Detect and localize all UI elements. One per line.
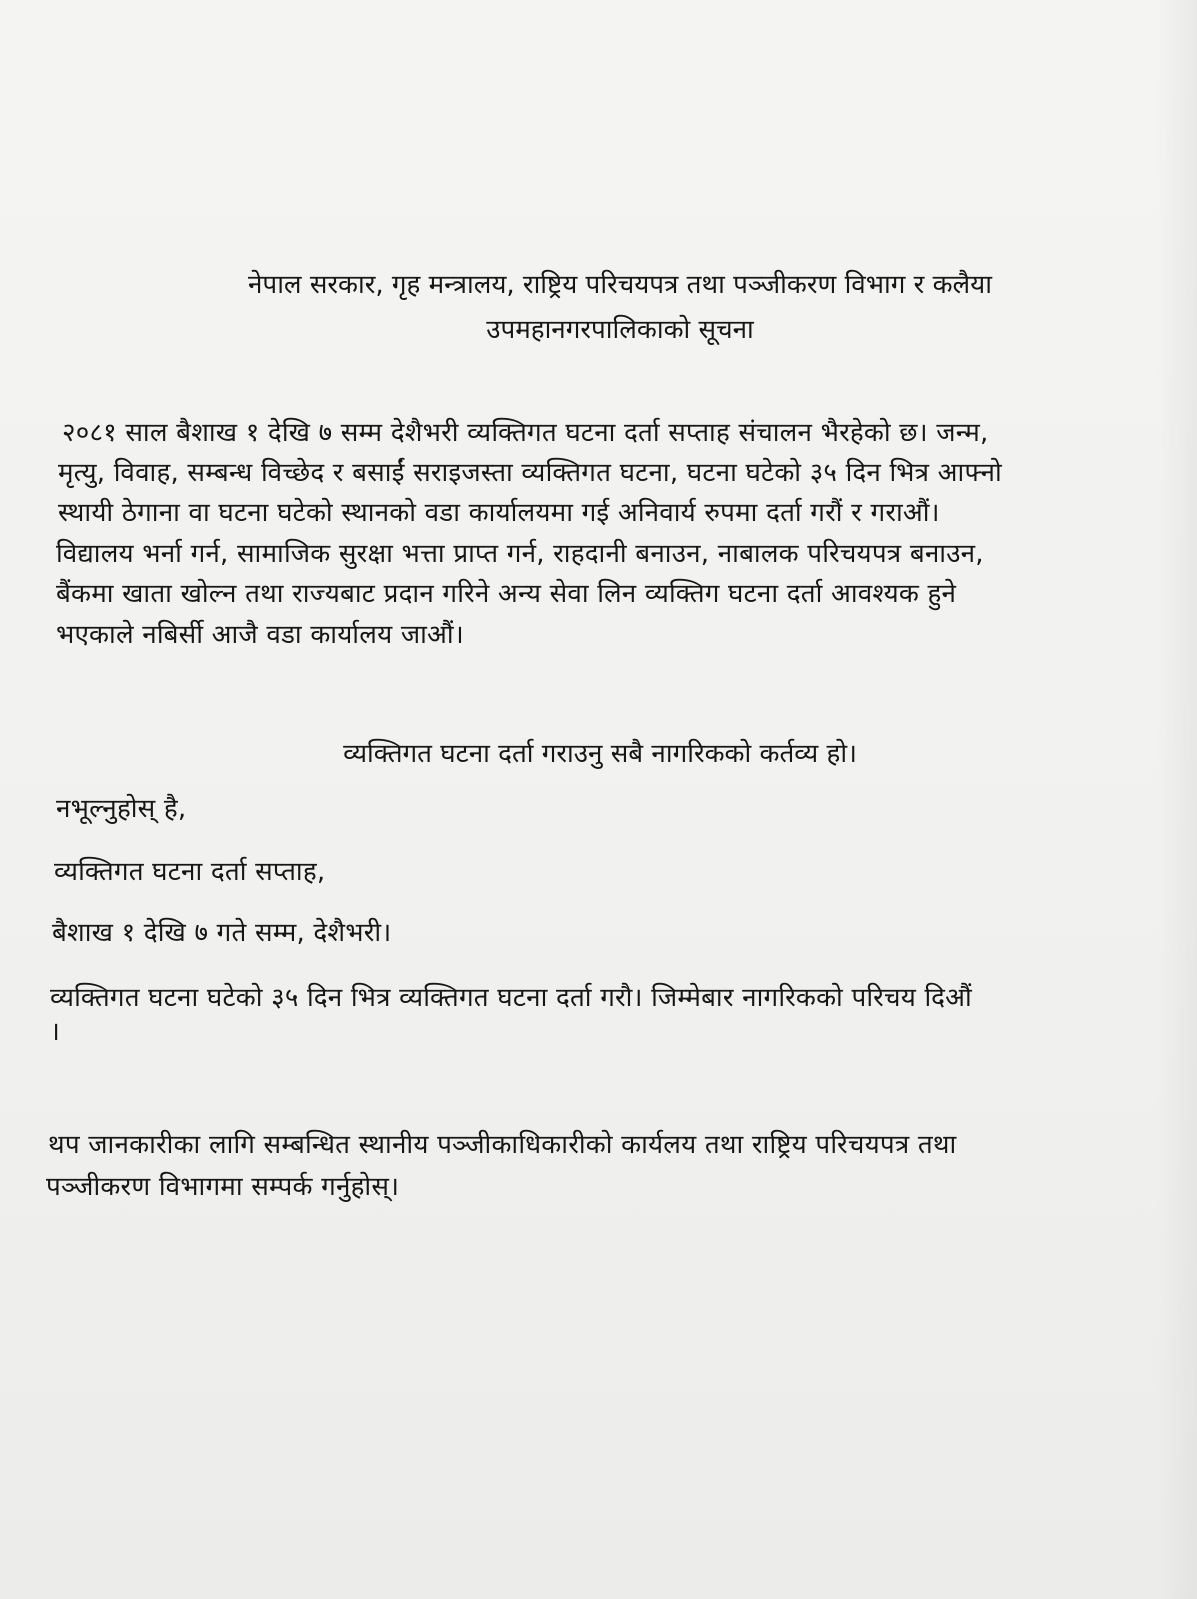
body-line-5: बैंकमा खाता खोल्न तथा राज्यबाट प्रदान गरिने अन्य सेवा लिन व्यक्तिग घटना दर्ता आवश्यक हुने: [56, 579, 957, 609]
body-line-2: मृत्यु, विवाह, सम्बन्ध विच्छेद र बसाईं सराइजस्ता व्यक्तिगत घटना, घटना घटेको ३५ दिन भित्र आफ्नो: [58, 458, 1002, 488]
reminder-line-4: व्यक्तिगत घटना घटेको ३५ दिन भित्र व्यक्तिगत घटना दर्ता गरौ। जिम्मेबार नागरिकको परिचय दिऔं: [50, 983, 972, 1013]
contact-line-2: पञ्जीकरण विभागमा सम्पर्क गर्नुहोस्।: [46, 1172, 400, 1202]
reminder-line-3: बैशाख १ देखि ७ गते सम्म, देशैभरी।: [52, 918, 392, 948]
body-line-4: विद्यालय भर्ना गर्न, सामाजिक सुरक्षा भत्ता प्राप्त गर्न, राहदानी बनाउन, नाबालक परिचयपत्र बनाउन,: [56, 539, 984, 569]
slogan: व्यक्तिगत घटना दर्ता गराउनु सबै नागरिकको कर्तव्य हो।: [343, 739, 857, 769]
reminder-line-1: नभूल्नुहोस् है,: [56, 794, 187, 824]
body-line-1: २०८१ साल बैशाख १ देखि ७ सम्म देशैभरी व्यक्तिगत घटना दर्ता सप्ताह संचालन भैरहेको छ। जन्म,: [62, 418, 989, 448]
body-line-3: स्थायी ठेगाना वा घटना घटेको स्थानको वडा कार्यालयमा गई अनिवार्य रुपमा दर्ता गरौं र गराऔं।: [58, 498, 940, 528]
notice-title-line-2: उपमहानगरपालिकाको सूचना: [486, 315, 754, 345]
reminder-line-2: व्यक्तिगत घटना दर्ता सप्ताह,: [54, 857, 326, 887]
page-edge-shadow: [1157, 0, 1197, 1599]
contact-line-1: थप जानकारीका लागि सम्बन्धित स्थानीय पञ्जीकाधिकारीको कार्यलय तथा राष्ट्रिय परिचयपत्र तथा: [48, 1130, 957, 1160]
reminder-line-5: ।: [50, 1017, 61, 1047]
notice-title-line-1: नेपाल सरकार, गृह मन्त्रालय, राष्ट्रिय परिचयपत्र तथा पञ्जीकरण विभाग र कलैया: [248, 270, 992, 300]
body-line-6: भएकाले नबिर्सी आजै वडा कार्यालय जाऔं।: [56, 620, 464, 650]
